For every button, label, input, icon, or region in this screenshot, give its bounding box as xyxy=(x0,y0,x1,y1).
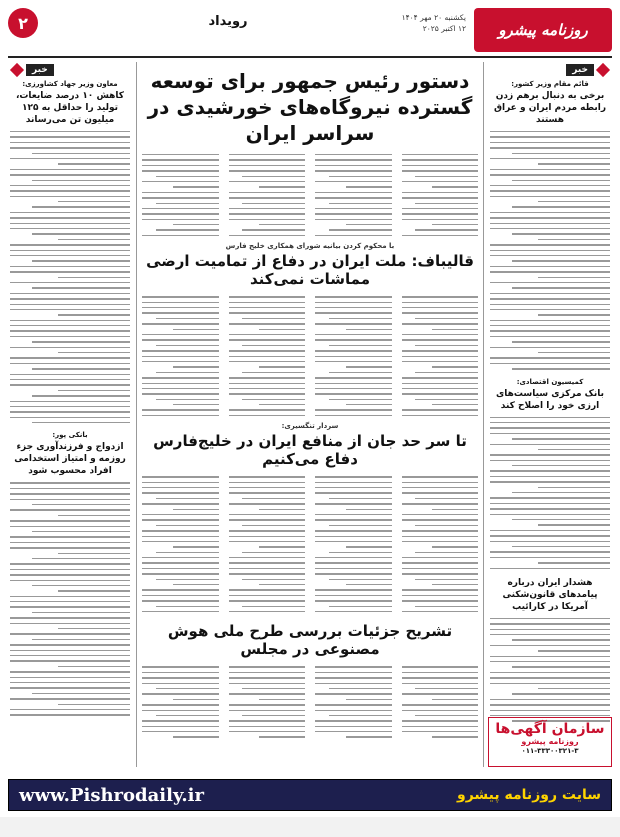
article-body-placeholder xyxy=(400,152,481,238)
qalibaf-article-body xyxy=(140,294,480,418)
article-body-placeholder xyxy=(8,129,132,425)
headline-tangsiri[interactable]: تا سر حد جان از منافع ایران در خلیج‌فارس دفاع می‌کنیم xyxy=(153,432,467,469)
newspaper-logo[interactable]: روزنامه پیشرو xyxy=(474,8,612,52)
page-bottom-strip xyxy=(0,817,620,837)
website-banner-label: سایت روزنامه پیشرو xyxy=(457,787,601,803)
article-body-placeholder xyxy=(140,152,221,238)
left-column xyxy=(8,80,132,767)
right-kicker-1: قائم مقام وزیر کشور: xyxy=(511,80,589,88)
left-headline-2[interactable]: ازدواج و فرزندآوری جزء روزمه و امتیاز استخدامی افراد محسوب شود xyxy=(14,442,126,477)
column-divider xyxy=(136,62,137,767)
right-headline-3[interactable]: هشدار ایران درباره پیامدهای قانون‌شکنی آمریکا در کارائیب xyxy=(502,577,598,612)
page-number-badge: ۲ xyxy=(8,8,38,38)
right-column xyxy=(488,80,612,717)
right-kicker-2: کمیسیون اقتصادی: xyxy=(516,377,584,386)
ads-phone: ۰۱۱-۳۳۳۰۰۳۲۱-۳ xyxy=(521,747,579,755)
article-body-placeholder xyxy=(488,616,612,724)
article-body-placeholder xyxy=(140,664,221,739)
left-headline-1[interactable]: کاهش ۱۰ درصد ضایعات، تولید را حداقل به ۱۲۵ میلیون تن می‌رساند xyxy=(15,91,125,125)
article-body-placeholder xyxy=(313,474,394,614)
headline-qalibaf[interactable]: قالیباف: ملت ایران در دفاع از تمامیت ارضی مماشات نمی‌کند xyxy=(146,252,474,289)
article-body-placeholder xyxy=(400,474,481,614)
ads-department-box[interactable] xyxy=(488,717,612,767)
article-body-placeholder xyxy=(400,664,481,739)
main-column xyxy=(140,62,480,767)
dateline xyxy=(402,12,466,34)
dateline-gregorian: ۱۲ اکتبر ۲۰۲۵ xyxy=(422,24,466,33)
section-title: رویداد xyxy=(208,14,248,29)
dateline-persian: یکشنبه ۲۰ مهر ۱۴۰۴ xyxy=(401,13,466,22)
article-body-placeholder xyxy=(227,664,308,739)
ads-subtitle: روزنامه پیشرو xyxy=(521,737,579,746)
article-body-placeholder xyxy=(140,474,221,614)
tangsiri-article-body xyxy=(140,474,480,614)
headline-ai-plan[interactable]: تشریح جزئیات بررسی طرح ملی هوش مصنوعی در مجلس xyxy=(167,622,453,659)
lead-article-body xyxy=(140,152,480,238)
right-headline-2[interactable]: بانک مرکزی سیاست‌های ارزی خود را اصلاح کند xyxy=(495,388,605,411)
diamond-marker-icon xyxy=(596,63,610,77)
website-url[interactable]: www.Pishrodaily.ir xyxy=(19,784,204,806)
article-body-placeholder xyxy=(227,474,308,614)
diamond-marker-icon xyxy=(10,63,24,77)
right-column-tag-label: خبر xyxy=(566,64,594,76)
website-banner[interactable] xyxy=(8,779,612,811)
column-divider xyxy=(483,62,484,767)
ai-plan-article-body xyxy=(140,664,480,739)
article-body-placeholder xyxy=(8,480,132,717)
article-body-placeholder xyxy=(313,152,394,238)
kicker-qalibaf: با محکوم کردن بیانیه شورای همکاری خلیج فارس xyxy=(225,242,395,251)
article-body-placeholder xyxy=(313,664,394,739)
article-body-placeholder xyxy=(140,294,221,418)
right-headline-1[interactable]: برخی به دنبال برهم زدن رابطه مردم ایران و عراق هستند xyxy=(493,91,607,125)
article-body-placeholder xyxy=(227,152,308,238)
article-body-placeholder xyxy=(400,294,481,418)
article-body-placeholder xyxy=(313,294,394,418)
lead-headline[interactable]: دستور رئیس جمهور برای توسعه گسترده نیروگاه‌های خورشیدی در سراسر ایران xyxy=(147,69,473,145)
article-body-placeholder xyxy=(227,294,308,418)
kicker-tangsiri: سردار تنگسیری: xyxy=(281,422,339,431)
masthead xyxy=(8,8,612,60)
header-divider xyxy=(8,56,612,58)
left-column-tag-label: خبر xyxy=(26,64,54,76)
left-kicker-1: معاون وزیر جهاد کشاورزی: xyxy=(22,80,118,88)
left-kicker-2: بانکی پور: xyxy=(52,431,88,440)
article-body-placeholder xyxy=(488,415,612,571)
right-column-tag xyxy=(566,62,612,78)
ads-title: سازمان آگهی‌ها xyxy=(495,721,605,737)
left-column-tag xyxy=(8,62,54,78)
article-body-placeholder xyxy=(488,129,612,372)
